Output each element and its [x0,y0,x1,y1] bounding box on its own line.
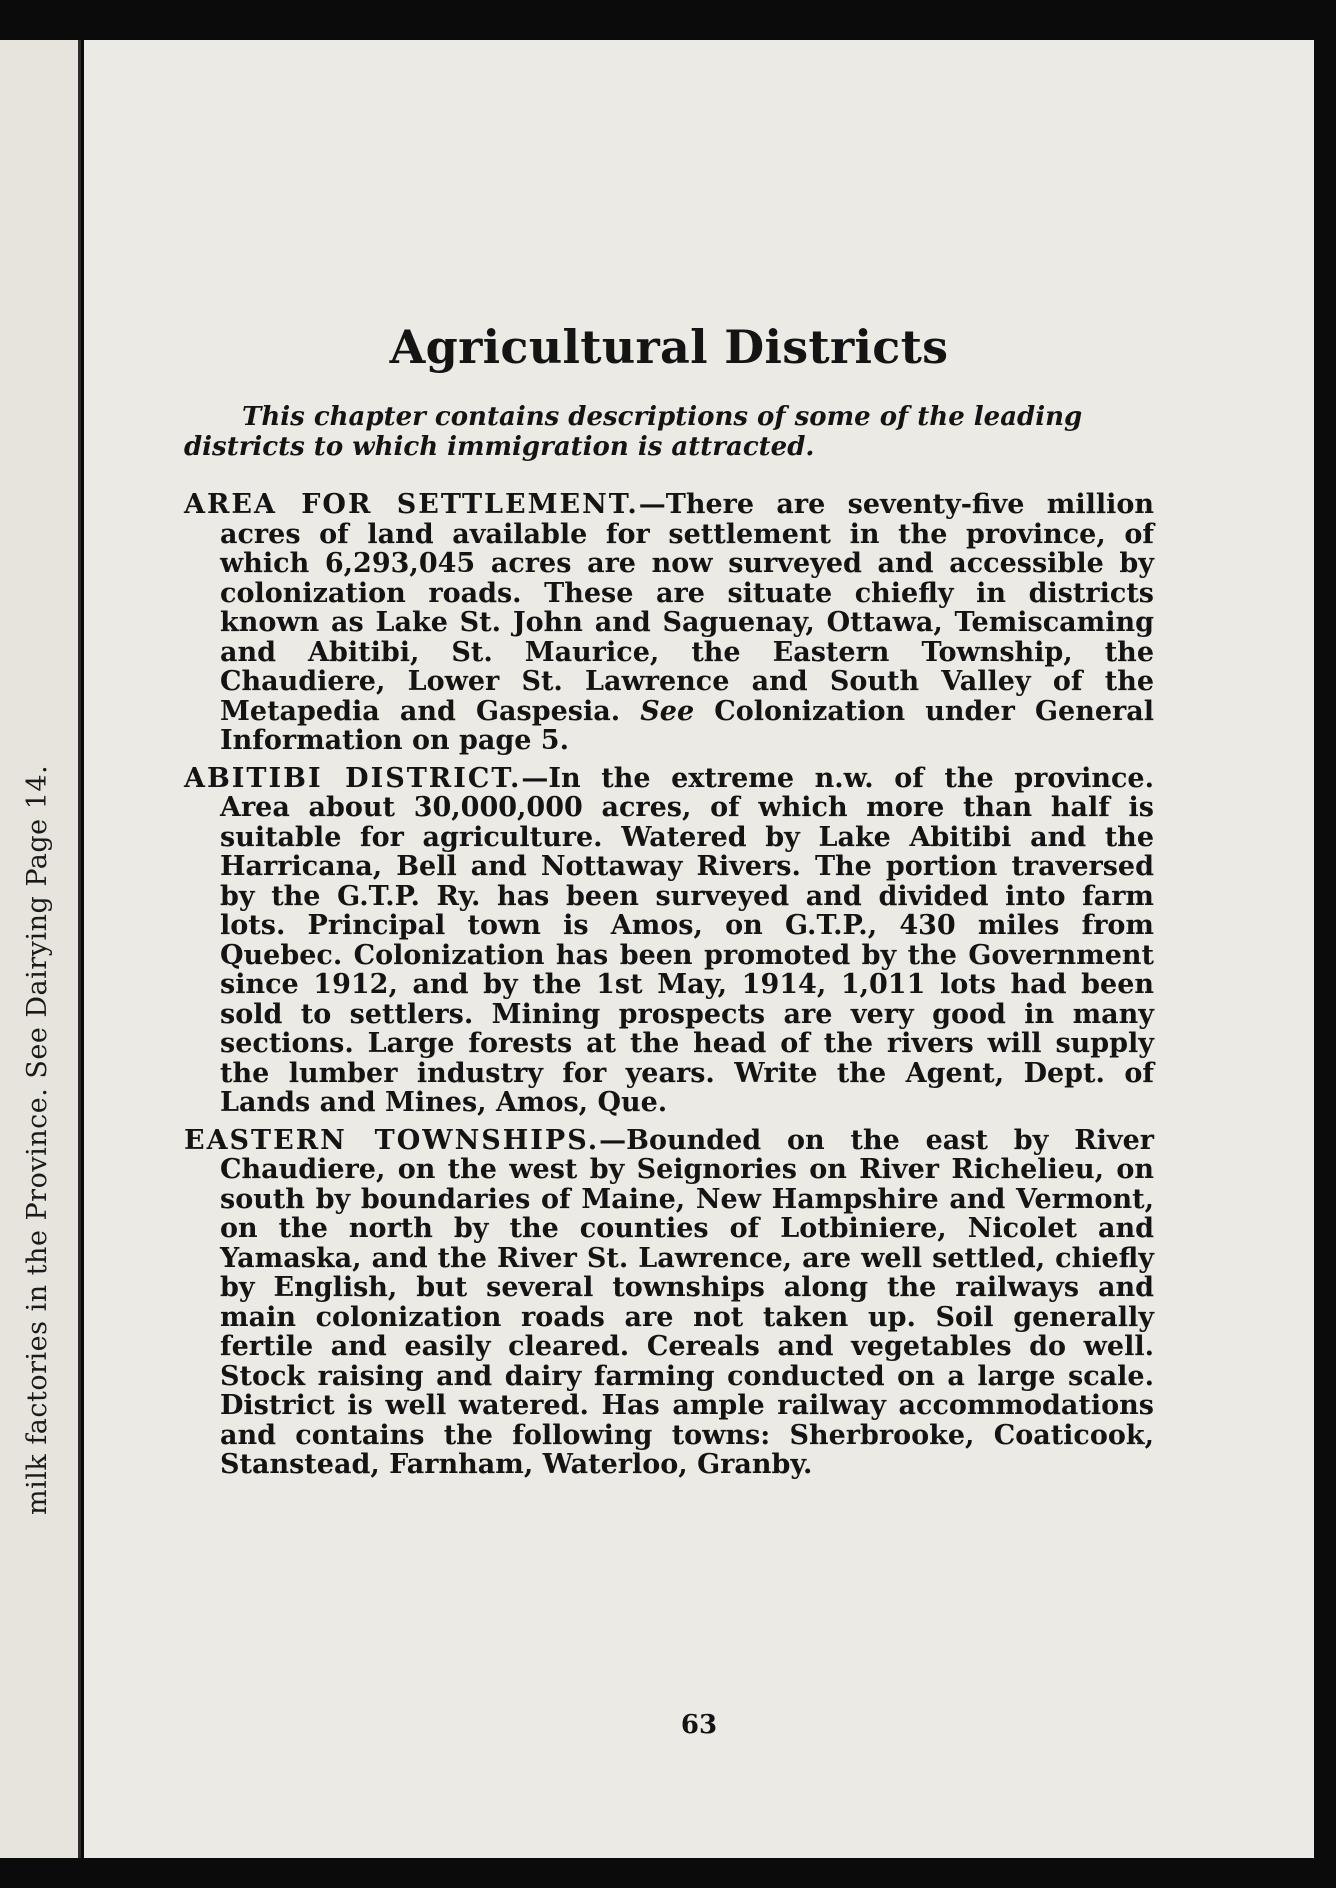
section-body-end: Colonization under General Information on page 5. [220,695,1154,756]
page-content [184,320,1154,1488]
section-area-for-settlement [184,490,1154,756]
adjacent-page-strip [0,40,81,1858]
adjacent-page-note: milk factories in the Province. See Dairying Page 14. [22,764,53,1515]
chapter-intro [184,402,1154,462]
section-body: —There are seventy-five million acres of land available for settlement in the province, of which 6,293,045 acres are now surveyed and accessible by colonization roads. These are situate chiefly in districts known as Lake St. John and Saguenay, Ottawa, Temiscaming and Abitibi, St. Maurice, the Eastern Township, the Chaudiere, Lower St. Lawrence and South Valley of the Metapedia and Gaspesia. [220,489,1154,727]
section-heading: AREA FOR SETTLEMENT. [184,489,639,520]
section-heading: EASTERN TOWNSHIPS. [184,1124,600,1156]
section-body: —In the extreme n.w. of the province. Area about 30,000,000 acres, of which more than half is suitable for agriculture. Watered by Lake Abitibi and the Harricana, Bell and Nottaway Rivers. The portion traversed by the G.T.P. Ry. has been surveyed and divided into farm lots. Principal town is Amos, on G.T.P., 430 miles from Quebec. Colonization has been promoted by the Government since 1912, and by the 1st May, 1914, 1,011 lots had been sold to settlers. Mining prospects are very good in many sections. Large forests at the head of the rivers will supply the lumber industry for years. Write the Agent, Dept. of Lands and Mines, Amos, Que. [220,762,1155,1118]
section-abitibi-district [184,764,1154,1118]
section-body: —Bounded on the east by River Chaudiere, on the west by Seignories on River Richelieu, on south by boundaries of Maine, New Hampshire and Vermont, on the north by the counties of Lotbiniere, Nicolet and Yamaska, and the River St. Lawrence, are well settled, chiefly by English, but several townships along the railways and main colonization roads are not taken up. Soil generally fertile and easily cleared. Cereals and vegetables do well. Stock raising and dairy farming conducted on a large scale. District is well watered. Has ample railway accommodations and contains the following towns: Sherbrooke, Coaticook, Stanstead, Farnham, Waterloo, Granby. [220,1124,1154,1480]
section-heading: ABITIBI DISTRICT. [184,762,522,794]
page-number: 63 [680,1710,718,1740]
section-emphasis: See [640,695,695,727]
intro-line-2: districts to which immigration is attracted. [184,432,815,462]
intro-line-1: This chapter contains descriptions of some of the leading [242,402,1083,432]
page-title: Agricultural Districts [389,320,949,374]
book-page [84,40,1314,1858]
section-eastern-townships [184,1126,1154,1480]
